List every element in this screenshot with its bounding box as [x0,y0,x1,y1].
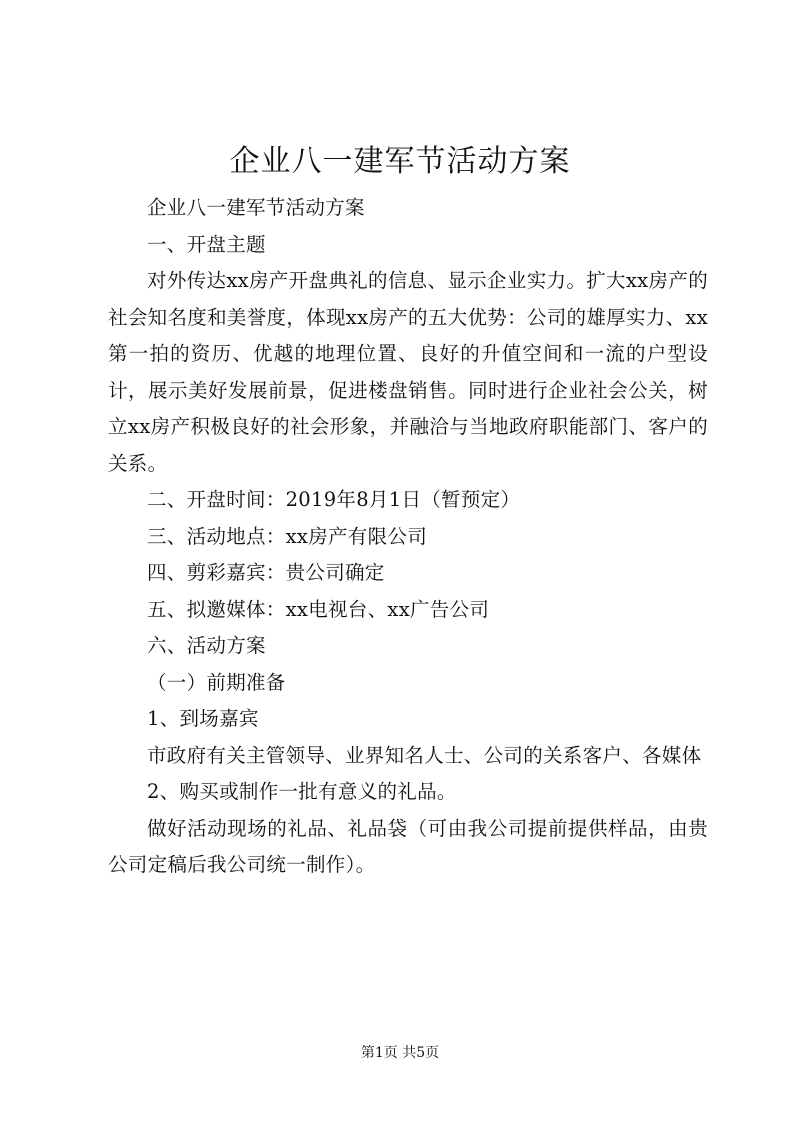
paragraph-guests-body: 市政府有关主管领导、业界知名人士、公司的关系客户、各媒体 [147,743,702,767]
document-body [108,190,708,884]
paragraph-preparation-heading: （一）前期准备 [147,670,286,694]
page-footer: 第1页 共5页 [360,1045,440,1061]
paragraph-ribbon-guests: 四、剪彩嘉宾：贵公司确定 [147,561,385,584]
paragraph-gifts-heading: 2、购买或制作一批有意义的礼品。 [147,780,457,803]
paragraph-gifts-body: 做好活动现场的礼品、礼品袋（可由我公司提前提供样品，由贵公司定稿后我公司统一制作）。 [108,816,708,876]
paragraph-venue: 三、活动地点：xx房产有限公司 [147,524,427,548]
paragraph-section-1-heading: 一、开盘主题 [147,232,266,256]
paragraph-section-6-heading: 六、活动方案 [147,634,266,657]
paragraph-invited-media: 五、拟邀媒体：xx电视台、xx广告公司 [147,597,490,621]
paragraph-subtitle: 企业八一建军节活动方案 [147,196,365,219]
paragraph-section-1-body: 对外传达xx房产开盘典礼的信息、显示企业实力。扩大xx房产的社会知名度和美誉度，体现xx房产的五大优势：公司的雄厚实力、xx第一拍的资历、优越的地理位置、良好的升值空间和一流的户型设计，展示美好发展前景，促进楼盘销售。同时进行企业社会公关，树立xx房产积极良好的社会形象，并融洽与当地政府职能部门、客户的关系。 [108,269,708,475]
paragraph-guests-heading: 1、到场嘉宾 [147,707,259,730]
document-title: 企业八一建军节活动方案 [229,144,571,179]
paragraph-opening-time: 二、开盘时间：2019年8月1日（暂预定） [147,488,521,511]
